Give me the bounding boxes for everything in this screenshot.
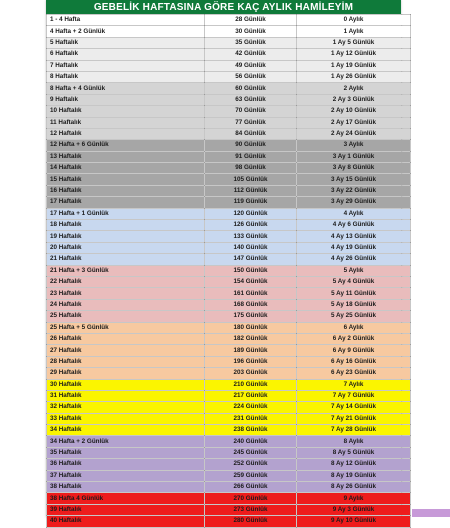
week-cell: 35 Haftalık [47, 447, 205, 458]
week-cell: 37 Haftalık [47, 470, 205, 481]
months-cell: 3 Ay 22 Günlük [297, 185, 411, 196]
days-cell: 175 Günlük [205, 311, 297, 322]
days-cell: 98 Günlük [205, 163, 297, 174]
months-cell: 4 Ay 6 Günlük [297, 220, 411, 231]
table-row [47, 447, 411, 458]
days-cell: 63 Günlük [205, 94, 297, 105]
week-cell: 13 Haftalık [47, 151, 205, 162]
days-cell: 280 Günlük [205, 516, 297, 527]
week-cell: 32 Haftalık [47, 402, 205, 413]
days-cell: 252 Günlük [205, 459, 297, 470]
months-cell: 2 Ay 17 Günlük [297, 117, 411, 128]
week-cell: 10 Haftalık [47, 106, 205, 117]
week-cell: 12 Haftalık [47, 128, 205, 139]
days-cell: 77 Günlük [205, 117, 297, 128]
week-cell: 30 Haftalık [47, 379, 205, 390]
page-title: GEBELİK HAFTASINA GÖRE KAÇ AYLIK HAMİLEYİM [93, 1, 354, 13]
months-cell: 8 Ay 26 Günlük [297, 482, 411, 493]
months-cell: 7 Aylık [297, 379, 411, 390]
months-cell: 2 Ay 10 Günlük [297, 106, 411, 117]
table-row [47, 254, 411, 265]
week-cell: 15 Haftalık [47, 174, 205, 185]
week-cell: 8 Hafta + 4 Günlük [47, 83, 205, 94]
months-cell: 5 Ay 11 Günlük [297, 288, 411, 299]
table-row [47, 94, 411, 105]
week-cell: 25 Haftalık [47, 311, 205, 322]
days-cell: 70 Günlük [205, 106, 297, 117]
table-row [47, 60, 411, 71]
months-cell: 6 Aylık [297, 322, 411, 333]
days-cell: 140 Günlük [205, 242, 297, 253]
days-cell: 126 Günlük [205, 220, 297, 231]
table-row [47, 174, 411, 185]
week-cell: 4 Hafta + 2 Günlük [47, 26, 205, 37]
week-cell: 19 Haftalık [47, 231, 205, 242]
week-cell: 39 Haftalık [47, 504, 205, 515]
days-cell: 147 Günlük [205, 254, 297, 265]
week-cell: 17 Haftalık [47, 197, 205, 208]
week-cell: 27 Haftalık [47, 345, 205, 356]
months-cell: 5 Ay 18 Günlük [297, 299, 411, 310]
days-cell: 270 Günlük [205, 493, 297, 504]
months-cell: 4 Ay 13 Günlük [297, 231, 411, 242]
months-cell: 6 Ay 9 Günlük [297, 345, 411, 356]
week-cell: 31 Haftalık [47, 390, 205, 401]
months-cell: 8 Ay 5 Günlük [297, 447, 411, 458]
table-row [47, 345, 411, 356]
week-cell: 8 Haftalık [47, 71, 205, 82]
table-row [47, 368, 411, 379]
table-row [47, 128, 411, 139]
week-cell: 34 Haftalık [47, 425, 205, 436]
week-cell: 16 Haftalık [47, 185, 205, 196]
table-row [47, 356, 411, 367]
days-cell: 90 Günlük [205, 140, 297, 151]
months-cell: 3 Ay 15 Günlük [297, 174, 411, 185]
days-cell: 240 Günlük [205, 436, 297, 447]
table-row [47, 15, 411, 26]
months-cell: 2 Ay 3 Günlük [297, 94, 411, 105]
days-cell: 112 Günlük [205, 185, 297, 196]
table-row [47, 163, 411, 174]
months-cell: 3 Ay 1 Günlük [297, 151, 411, 162]
days-cell: 168 Günlük [205, 299, 297, 310]
table-row [47, 470, 411, 481]
table-row [47, 140, 411, 151]
days-cell: 154 Günlük [205, 276, 297, 287]
table-row [47, 379, 411, 390]
months-cell: 7 Ay 28 Günlük [297, 425, 411, 436]
week-cell: 25 Hafta + 5 Günlük [47, 322, 205, 333]
days-cell: 259 Günlük [205, 470, 297, 481]
months-cell: 7 Ay 14 Günlük [297, 402, 411, 413]
pregnancy-table [46, 14, 411, 528]
months-cell: 2 Aylık [297, 83, 411, 94]
table-row [47, 37, 411, 48]
months-cell: 4 Ay 19 Günlük [297, 242, 411, 253]
table-row [47, 26, 411, 37]
days-cell: 182 Günlük [205, 333, 297, 344]
week-cell: 38 Haftalık [47, 482, 205, 493]
week-cell: 28 Haftalık [47, 356, 205, 367]
table-body [47, 15, 411, 528]
table-row [47, 220, 411, 231]
week-cell: 40 Haftalık [47, 516, 205, 527]
week-cell: 26 Haftalık [47, 333, 205, 344]
months-cell: 6 Ay 2 Günlük [297, 333, 411, 344]
days-cell: 120 Günlük [205, 208, 297, 219]
days-cell: 91 Günlük [205, 151, 297, 162]
days-cell: 189 Günlük [205, 345, 297, 356]
days-cell: 266 Günlük [205, 482, 297, 493]
week-cell: 18 Haftalık [47, 220, 205, 231]
week-cell: 34 Hafta + 2 Günlük [47, 436, 205, 447]
days-cell: 133 Günlük [205, 231, 297, 242]
days-cell: 30 Günlük [205, 26, 297, 37]
table-row [47, 333, 411, 344]
months-cell: 0 Aylık [297, 15, 411, 26]
title-bar [46, 0, 401, 14]
table-row [47, 208, 411, 219]
months-cell: 6 Ay 16 Günlük [297, 356, 411, 367]
table-row [47, 299, 411, 310]
months-cell: 3 Aylık [297, 140, 411, 151]
table-row [47, 71, 411, 82]
months-cell: 8 Ay 12 Günlük [297, 459, 411, 470]
week-cell: 33 Haftalık [47, 413, 205, 424]
week-cell: 38 Hafta 4 Günlük [47, 493, 205, 504]
days-cell: 273 Günlük [205, 504, 297, 515]
table-row [47, 482, 411, 493]
days-cell: 161 Günlük [205, 288, 297, 299]
days-cell: 231 Günlük [205, 413, 297, 424]
table-row [47, 197, 411, 208]
months-cell: 1 Ay 19 Günlük [297, 60, 411, 71]
week-cell: 7 Haftalık [47, 60, 205, 71]
table-row [47, 436, 411, 447]
days-cell: 119 Günlük [205, 197, 297, 208]
months-cell: 9 Ay 10 Günlük [297, 516, 411, 527]
months-cell: 8 Aylık [297, 436, 411, 447]
days-cell: 150 Günlük [205, 265, 297, 276]
days-cell: 203 Günlük [205, 368, 297, 379]
months-cell: 4 Ay 26 Günlük [297, 254, 411, 265]
table-row [47, 459, 411, 470]
days-cell: 245 Günlük [205, 447, 297, 458]
months-cell: 5 Ay 25 Günlük [297, 311, 411, 322]
week-cell: 20 Haftalık [47, 242, 205, 253]
months-cell: 3 Ay 29 Günlük [297, 197, 411, 208]
table-row [47, 276, 411, 287]
week-cell: 29 Haftalık [47, 368, 205, 379]
days-cell: 56 Günlük [205, 71, 297, 82]
week-cell: 22 Haftalık [47, 276, 205, 287]
table-row [47, 425, 411, 436]
week-cell: 9 Haftalık [47, 94, 205, 105]
days-cell: 42 Günlük [205, 49, 297, 60]
table-row [47, 185, 411, 196]
days-cell: 224 Günlük [205, 402, 297, 413]
days-cell: 210 Günlük [205, 379, 297, 390]
week-cell: 24 Haftalık [47, 299, 205, 310]
week-cell: 36 Haftalık [47, 459, 205, 470]
pregnancy-week-table-sheet [46, 0, 401, 525]
table-row [47, 493, 411, 504]
days-cell: 238 Günlük [205, 425, 297, 436]
days-cell: 217 Günlük [205, 390, 297, 401]
months-cell: 5 Aylık [297, 265, 411, 276]
days-cell: 49 Günlük [205, 60, 297, 71]
week-cell: 23 Haftalık [47, 288, 205, 299]
months-cell: 9 Aylık [297, 493, 411, 504]
months-cell: 1 Aylık [297, 26, 411, 37]
table-row [47, 265, 411, 276]
table-row [47, 231, 411, 242]
table-row [47, 413, 411, 424]
months-cell: 6 Ay 23 Günlük [297, 368, 411, 379]
week-cell: 6 Haftalık [47, 49, 205, 60]
week-cell: 21 Hafta + 3 Günlük [47, 265, 205, 276]
table-row [47, 288, 411, 299]
months-cell: 7 Ay 21 Günlük [297, 413, 411, 424]
days-cell: 28 Günlük [205, 15, 297, 26]
months-cell: 1 Ay 26 Günlük [297, 71, 411, 82]
months-cell: 8 Ay 19 Günlük [297, 470, 411, 481]
week-cell: 17 Hafta + 1 Günlük [47, 208, 205, 219]
months-cell: 5 Ay 4 Günlük [297, 276, 411, 287]
week-cell: 14 Haftalık [47, 163, 205, 174]
table-row [47, 322, 411, 333]
table-row [47, 83, 411, 94]
week-cell: 1 - 4 Hafta [47, 15, 205, 26]
days-cell: 196 Günlük [205, 356, 297, 367]
table-row [47, 117, 411, 128]
months-cell: 9 Ay 3 Günlük [297, 504, 411, 515]
table-row [47, 151, 411, 162]
months-cell: 4 Aylık [297, 208, 411, 219]
days-cell: 60 Günlük [205, 83, 297, 94]
decorative-strip [412, 509, 450, 517]
table-row [47, 106, 411, 117]
table-row [47, 311, 411, 322]
table-row [47, 390, 411, 401]
table-row [47, 402, 411, 413]
months-cell: 2 Ay 24 Günlük [297, 128, 411, 139]
table-row [47, 504, 411, 515]
months-cell: 1 Ay 12 Günlük [297, 49, 411, 60]
days-cell: 105 Günlük [205, 174, 297, 185]
table-row [47, 49, 411, 60]
week-cell: 12 Hafta + 6 Günlük [47, 140, 205, 151]
days-cell: 35 Günlük [205, 37, 297, 48]
week-cell: 21 Haftalık [47, 254, 205, 265]
week-cell: 5 Haftalık [47, 37, 205, 48]
months-cell: 3 Ay 8 Günlük [297, 163, 411, 174]
months-cell: 7 Ay 7 Günlük [297, 390, 411, 401]
months-cell: 1 Ay 5 Günlük [297, 37, 411, 48]
table-row [47, 242, 411, 253]
days-cell: 180 Günlük [205, 322, 297, 333]
days-cell: 84 Günlük [205, 128, 297, 139]
table-row [47, 516, 411, 527]
week-cell: 11 Haftalık [47, 117, 205, 128]
